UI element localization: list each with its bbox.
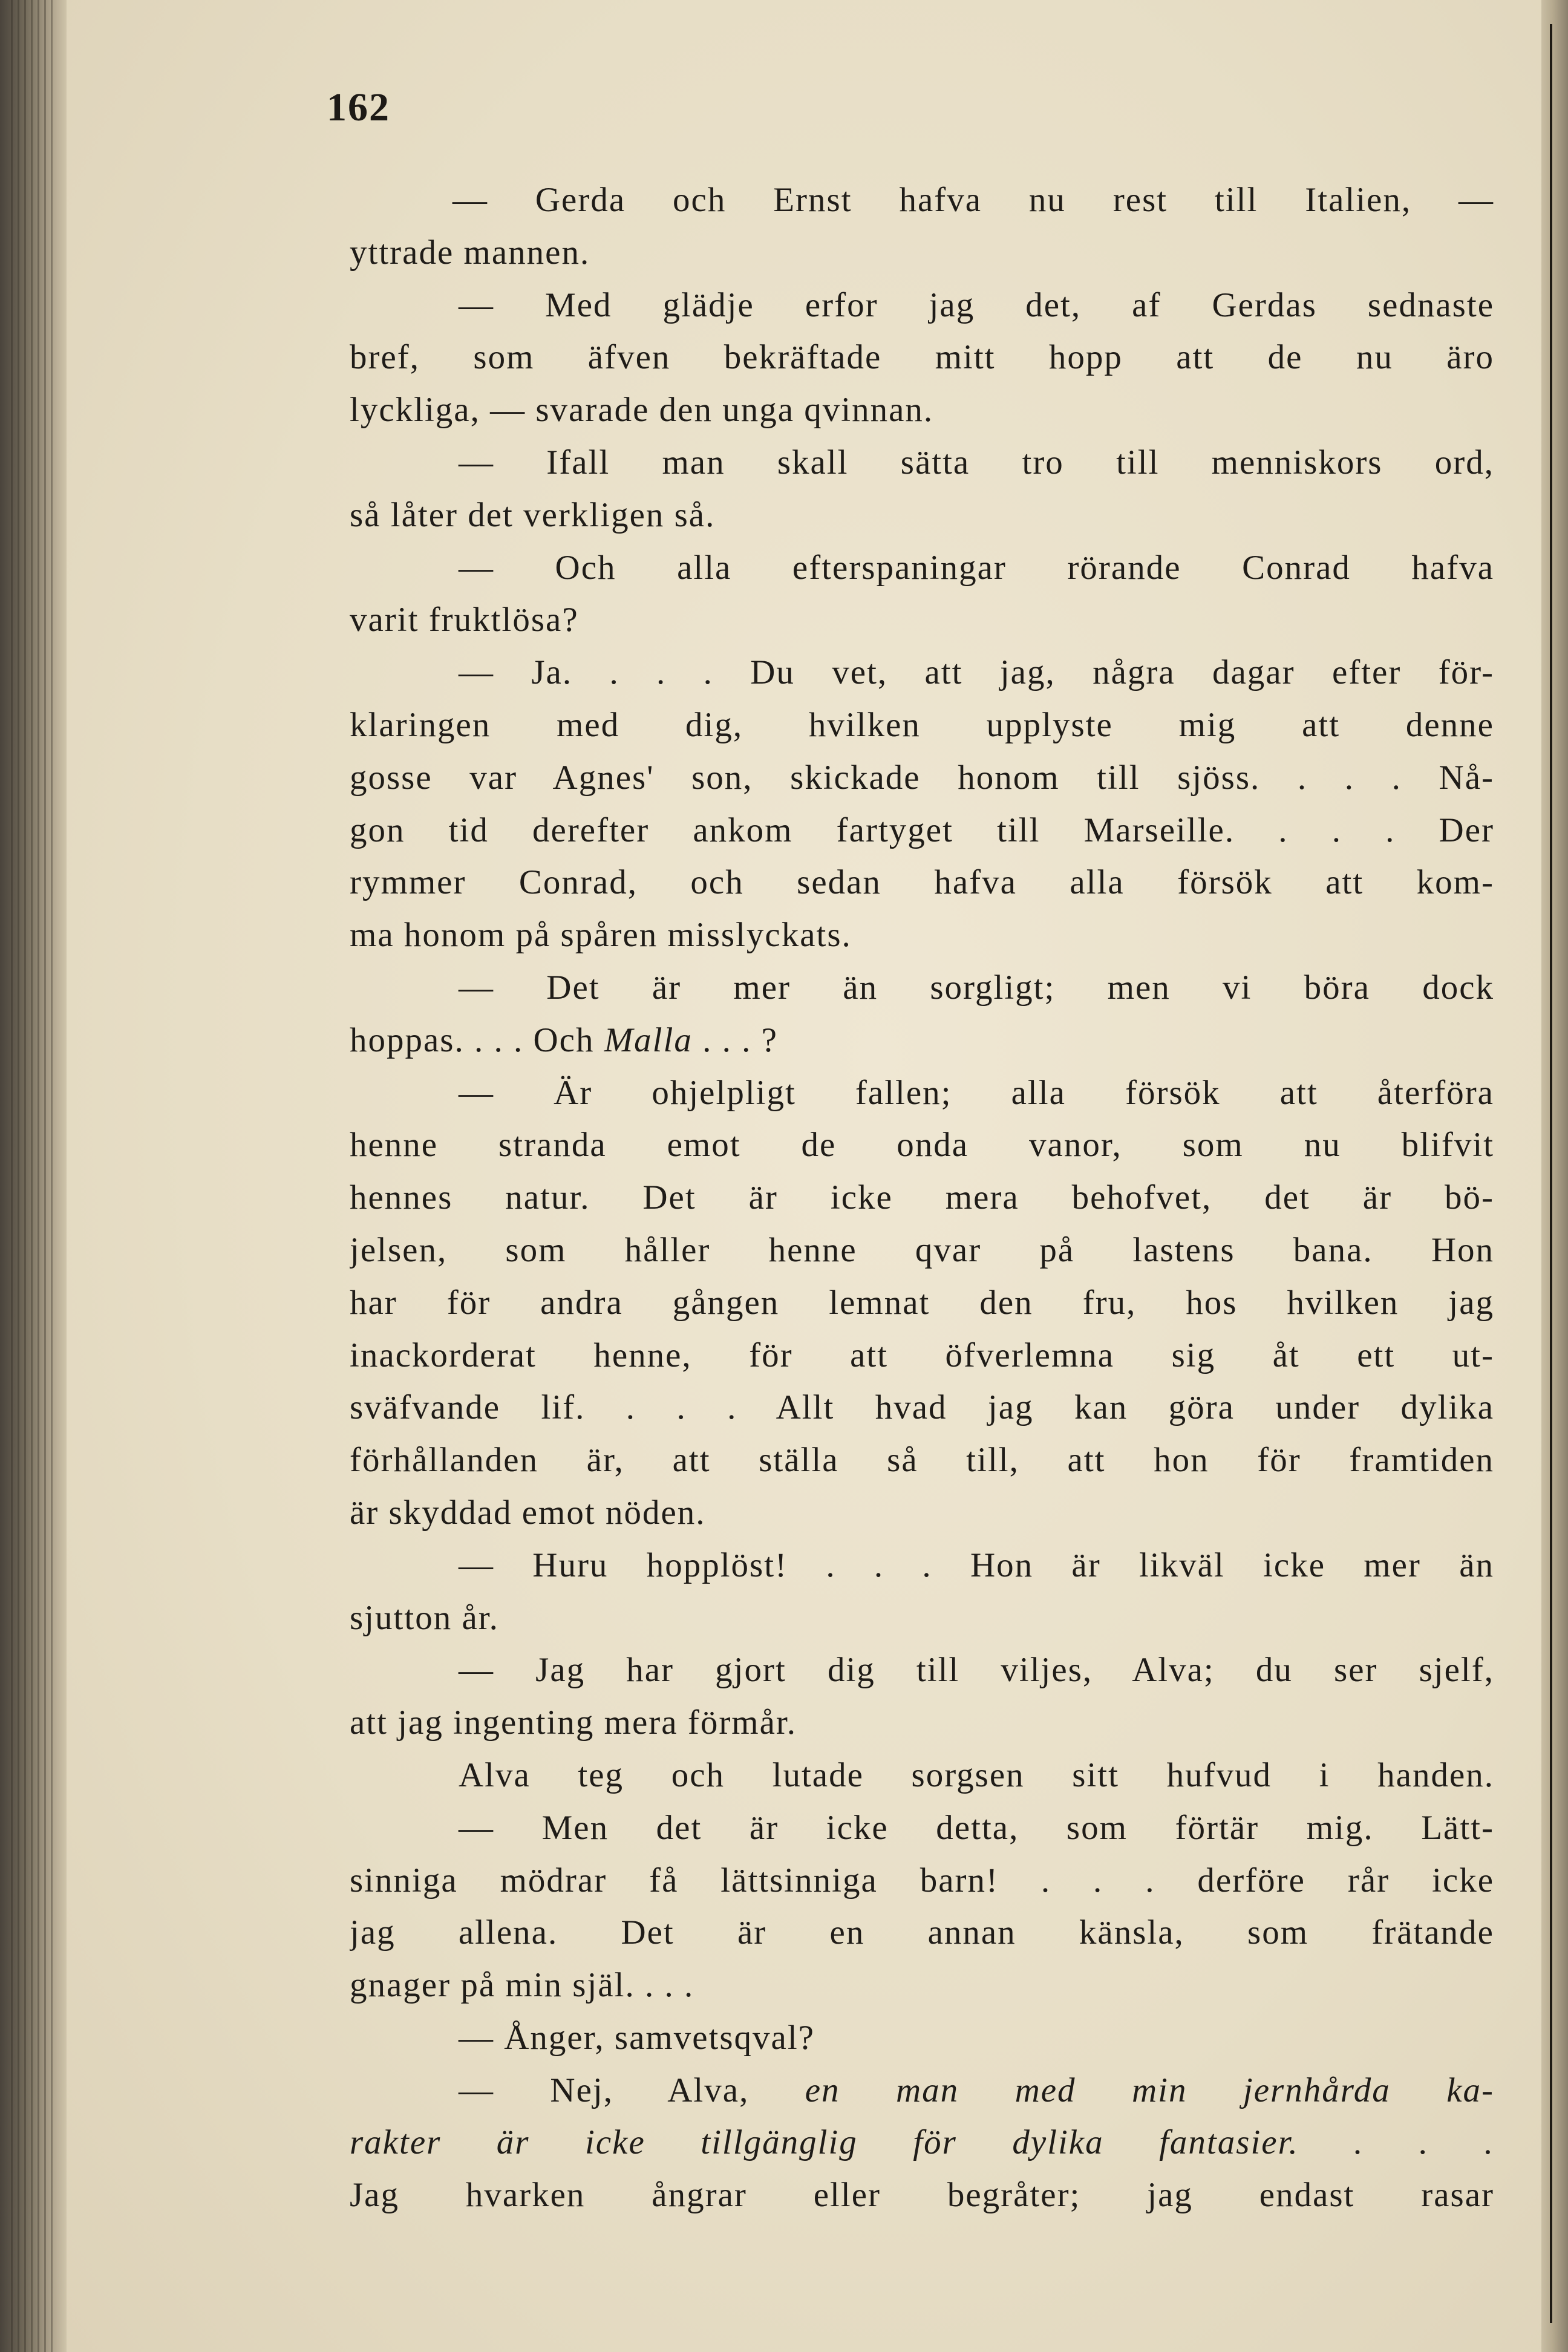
text-segment: — Är ohjelpligt fallen; alla försök att återföra bbox=[459, 1073, 1494, 1112]
text-line bbox=[350, 752, 1494, 805]
text-segment: — Med glädje erfor jag det, af Gerdas sednaste bbox=[459, 286, 1494, 324]
text-segment: sjutton år. bbox=[350, 1598, 499, 1637]
text-segment: — Ja. . . . Du vet, att jag, några dagar efter för- bbox=[459, 653, 1494, 692]
text-line bbox=[350, 1644, 1494, 1697]
text-segment: — Och alla efterspaningar rörande Conrad hafva bbox=[459, 548, 1494, 587]
text-line bbox=[350, 594, 1494, 647]
text-line bbox=[350, 1697, 1494, 1749]
text-line bbox=[350, 384, 1494, 437]
text-segment: yttrade mannen. bbox=[350, 233, 590, 272]
text-segment: — Huru hopplöst! . . . Hon är likväl icke mer än bbox=[459, 1546, 1494, 1584]
text-segment: lyckliga, — svarade den unga qvinnan. bbox=[350, 391, 934, 430]
text-segment: har för andra gången lemnat den fru, hos hvilken jag bbox=[350, 1283, 1494, 1322]
text-segment: ma honom på spåren misslyckats. bbox=[350, 916, 852, 955]
text-line bbox=[350, 2065, 1494, 2117]
text-segment: . . . ? bbox=[692, 1021, 778, 1059]
text-line bbox=[350, 1277, 1494, 1330]
text-segment: gon tid derefter ankom fartyget till Marseille. . . . Der bbox=[350, 811, 1494, 849]
text-line bbox=[350, 909, 1494, 962]
text-line bbox=[350, 805, 1494, 857]
gutter-page-edges bbox=[11, 0, 53, 2352]
text-segment: så låter det verkligen så. bbox=[350, 495, 716, 534]
text-line bbox=[350, 857, 1494, 909]
text-line bbox=[350, 699, 1494, 752]
text-line bbox=[350, 279, 1494, 332]
text-segment: gosse var Agnes' son, skickade honom till sjöss. . . . Nå- bbox=[350, 758, 1494, 797]
text-segment: Alva teg och lutade sorgsen sitt hufvud i handen. bbox=[459, 1756, 1494, 1794]
text-line bbox=[350, 1067, 1494, 1120]
text-segment: rymmer Conrad, och sedan hafva alla försök att kom- bbox=[350, 863, 1494, 902]
page-edge-shadow bbox=[1550, 24, 1552, 2323]
text-line bbox=[350, 489, 1494, 542]
text-segment: gnager på min själ. . . . bbox=[350, 1966, 694, 2005]
text-line bbox=[350, 542, 1494, 595]
text-segment: är skyddad emot nöden. bbox=[350, 1493, 706, 1532]
text-segment: — Nej, Alva, bbox=[459, 2071, 805, 2109]
text-line bbox=[350, 647, 1494, 699]
text-segment: henne stranda emot de onda vanor, som nu blifvit bbox=[350, 1126, 1494, 1165]
text-segment: — Gerda och Ernst hafva nu rest till Italien, — bbox=[452, 181, 1494, 219]
page-number: 162 bbox=[327, 85, 390, 129]
text-segment: — Ifall man skall sätta tro till menniskors ord, bbox=[459, 443, 1494, 482]
text-segment: — Jag har gjort dig till viljes, Alva; du ser sjelf, bbox=[459, 1651, 1494, 1690]
book-gutter bbox=[0, 0, 67, 2352]
text-line bbox=[350, 1224, 1494, 1277]
text-line bbox=[350, 1592, 1494, 1645]
text-line bbox=[350, 1487, 1494, 1540]
text-segment: — Ånger, samvetsqval? bbox=[459, 2018, 815, 2057]
text-segment: inackorderat henne, för att öfverlemna sig åt ett ut- bbox=[350, 1336, 1494, 1374]
text-line bbox=[350, 1119, 1494, 1172]
text-line bbox=[350, 962, 1494, 1014]
text-segment: hennes natur. Det är icke mera behofvet, det är bö- bbox=[350, 1178, 1494, 1217]
book-page bbox=[67, 0, 1541, 2352]
text-line bbox=[350, 1959, 1494, 2012]
text-line bbox=[350, 1749, 1494, 1802]
text-segment: klaringen med dig, hvilken upplyste mig att denne bbox=[350, 705, 1494, 744]
text-segment: Jag hvarken ångrar eller begråter; jag endast rasar bbox=[350, 2176, 1494, 2215]
next-leaf-edge bbox=[1541, 0, 1568, 2352]
text-line bbox=[350, 174, 1494, 227]
text-line bbox=[350, 1014, 1494, 1067]
italic-text-segment: Malla bbox=[604, 1021, 693, 1059]
text-line bbox=[350, 1382, 1494, 1434]
text-segment: hoppas. . . . Och bbox=[350, 1021, 604, 1059]
text-line bbox=[350, 1330, 1494, 1382]
body-text bbox=[350, 174, 1494, 2222]
text-line bbox=[350, 1434, 1494, 1487]
text-line bbox=[350, 1172, 1494, 1224]
text-segment: jag allena. Det är en annan känsla, som frätande bbox=[350, 1913, 1494, 1952]
text-line bbox=[350, 437, 1494, 489]
text-line bbox=[350, 1855, 1494, 1907]
text-segment: att jag ingenting mera förmår. bbox=[350, 1704, 797, 1742]
text-line bbox=[350, 2117, 1494, 2169]
text-line bbox=[350, 1802, 1494, 1855]
text-segment: varit fruktlösa? bbox=[350, 601, 579, 639]
italic-text-segment: en man med min jernhårda ka- bbox=[805, 2071, 1494, 2109]
text-segment: — Men det är icke detta, som förtär mig. Lätt- bbox=[459, 1808, 1494, 1847]
text-segment: bref, som äfven bekräftade mitt hopp att de nu äro bbox=[350, 338, 1494, 377]
text-line bbox=[350, 2012, 1494, 2065]
text-segment: — Det är mer än sorgligt; men vi böra dock bbox=[459, 968, 1494, 1007]
text-segment: sinniga mödrar få lättsinniga barn! . . . derföre rår icke bbox=[350, 1861, 1494, 1900]
text-line bbox=[350, 1907, 1494, 1959]
text-line bbox=[350, 332, 1494, 384]
text-segment: jelsen, som håller henne qvar på lastens bana. Hon bbox=[350, 1230, 1494, 1269]
text-line bbox=[350, 1540, 1494, 1592]
italic-text-segment: rakter är icke tillgänglig för dylika fantasier. . . . bbox=[350, 2123, 1494, 2162]
text-segment: förhållanden är, att ställa så till, att hon för framtiden bbox=[350, 1441, 1494, 1480]
text-line bbox=[350, 2169, 1494, 2222]
text-line bbox=[350, 227, 1494, 279]
text-segment: sväfvande lif. . . . Allt hvad jag kan göra under dylika bbox=[350, 1388, 1494, 1427]
